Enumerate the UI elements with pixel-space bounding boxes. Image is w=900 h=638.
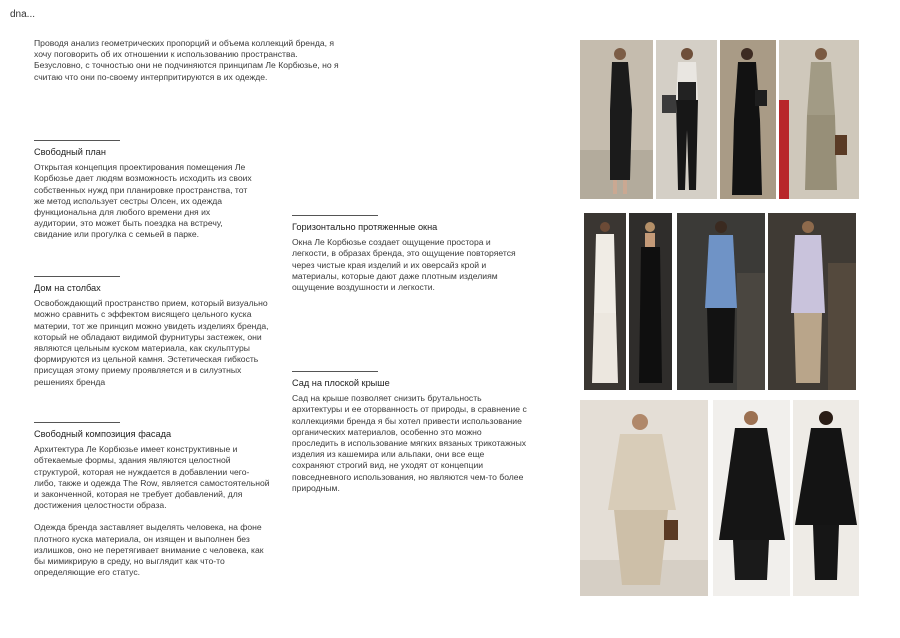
brand-label: dna... [10, 9, 36, 20]
knitwear-look-photo-3 [793, 400, 859, 596]
section-facade [34, 422, 270, 578]
section-divider [34, 276, 120, 277]
section-divider [34, 422, 120, 423]
section-body: Сад на крыше позволяет снизить брутальность архитектуры и ее оторванность от природы, в сравнение с коллекциями бренда я бы хотел привести использование органических материалов, особенно это можно проследить в использование мягких вязаных трикотажных изделия из кашемира или альпаки, они все еще сохраняют строгий вид, не уходят от концепции повседневного использования, но являются чем-то более природным. [292, 393, 527, 493]
section-title: Сад на плоской крыше [292, 378, 390, 388]
street-look-photo-2 [656, 40, 717, 199]
section-title: Свободный композиция фасада [34, 429, 172, 439]
section-divider [292, 215, 378, 216]
intro-text [34, 38, 352, 83]
section-title: Горизонтально протяженные окна [292, 222, 438, 232]
section-body: Окна Ле Корбюзье создает ощущение простора и легкости, в образах бренда, это ощущение повторяется через чистые края изделий и их оверсайз крой и материалы, которые дают даже плотным изделиям ощущение воздушности и легкости. [292, 237, 516, 293]
runway-look-photo-4 [768, 213, 856, 390]
street-look-photo-3 [720, 40, 776, 199]
runway-look-photo-3 [677, 213, 765, 390]
section-divider [34, 140, 120, 141]
street-look-photo-4 [779, 40, 859, 199]
section-body: Освобождающий пространство прием, который визуально можно сравнить с эффектом висящего цельного куска материи, тот же принцип можно увидеть изделиях бренда, который не обладают видимой фурнитуры застежек, они являются цельным куском материала, как скульптуры формируются из цельной камня. Эстетическая гибкость присущая этому приему проявляется и в силуэтных решениях бренда [34, 298, 269, 387]
section-divider [292, 371, 378, 372]
knitwear-look-photo-2 [713, 400, 790, 596]
section-title: Дом на столбах [34, 283, 101, 293]
section-free-plan [34, 140, 256, 241]
section-roof [292, 371, 528, 494]
runway-look-photo-1 [584, 213, 626, 390]
section-pillars [34, 276, 270, 388]
intro-paragraph-2: Безусловно, с точностью они не подчиняются принципам Ле Корбюзье, но я считаю что они по-своему интерпритируются в их одежде. [34, 60, 339, 82]
section-body: Открытая концепция проектирования помещения Ле Корбюзье дает людям возможность исходить из своих собственных нужд при планировке пространства, тот же метод использует сестры Олсен, их одежда функциональна для любого времени дня их аудитории, это может быть поездка на встречу, свидание или прогулка с семьей в парке. [34, 162, 252, 240]
section-body: Архитектура Ле Корбюзье имеет конструктивные и обтекаемые формы, здания являются целостной структурой, которая не нуждается в добавлении чего-либо, также и одежда The Row, является самостоятельной и законченной, которая не требует добавлений, для достижения целостности образа. [34, 444, 270, 511]
intro-paragraph-1: Проводя анализ геометрических пропорций и объема коллекций бренда, я хочу поговорить об их отношении к использованию пространства. [34, 38, 335, 60]
section-windows [292, 215, 524, 293]
runway-look-photo-2 [629, 213, 672, 390]
section-body: Одежда бренда заставляет выделять человека, на фоне плотного куска материала, он изящен и выполнен без излишков, оно не перетягивает внимание с человека, как бы мимикрирую в среду, но выглядит как что-то определяющие его статус. [34, 522, 264, 578]
street-look-photo-1 [580, 40, 653, 199]
section-title: Свободный план [34, 147, 106, 157]
knitwear-look-photo-1 [580, 400, 708, 596]
